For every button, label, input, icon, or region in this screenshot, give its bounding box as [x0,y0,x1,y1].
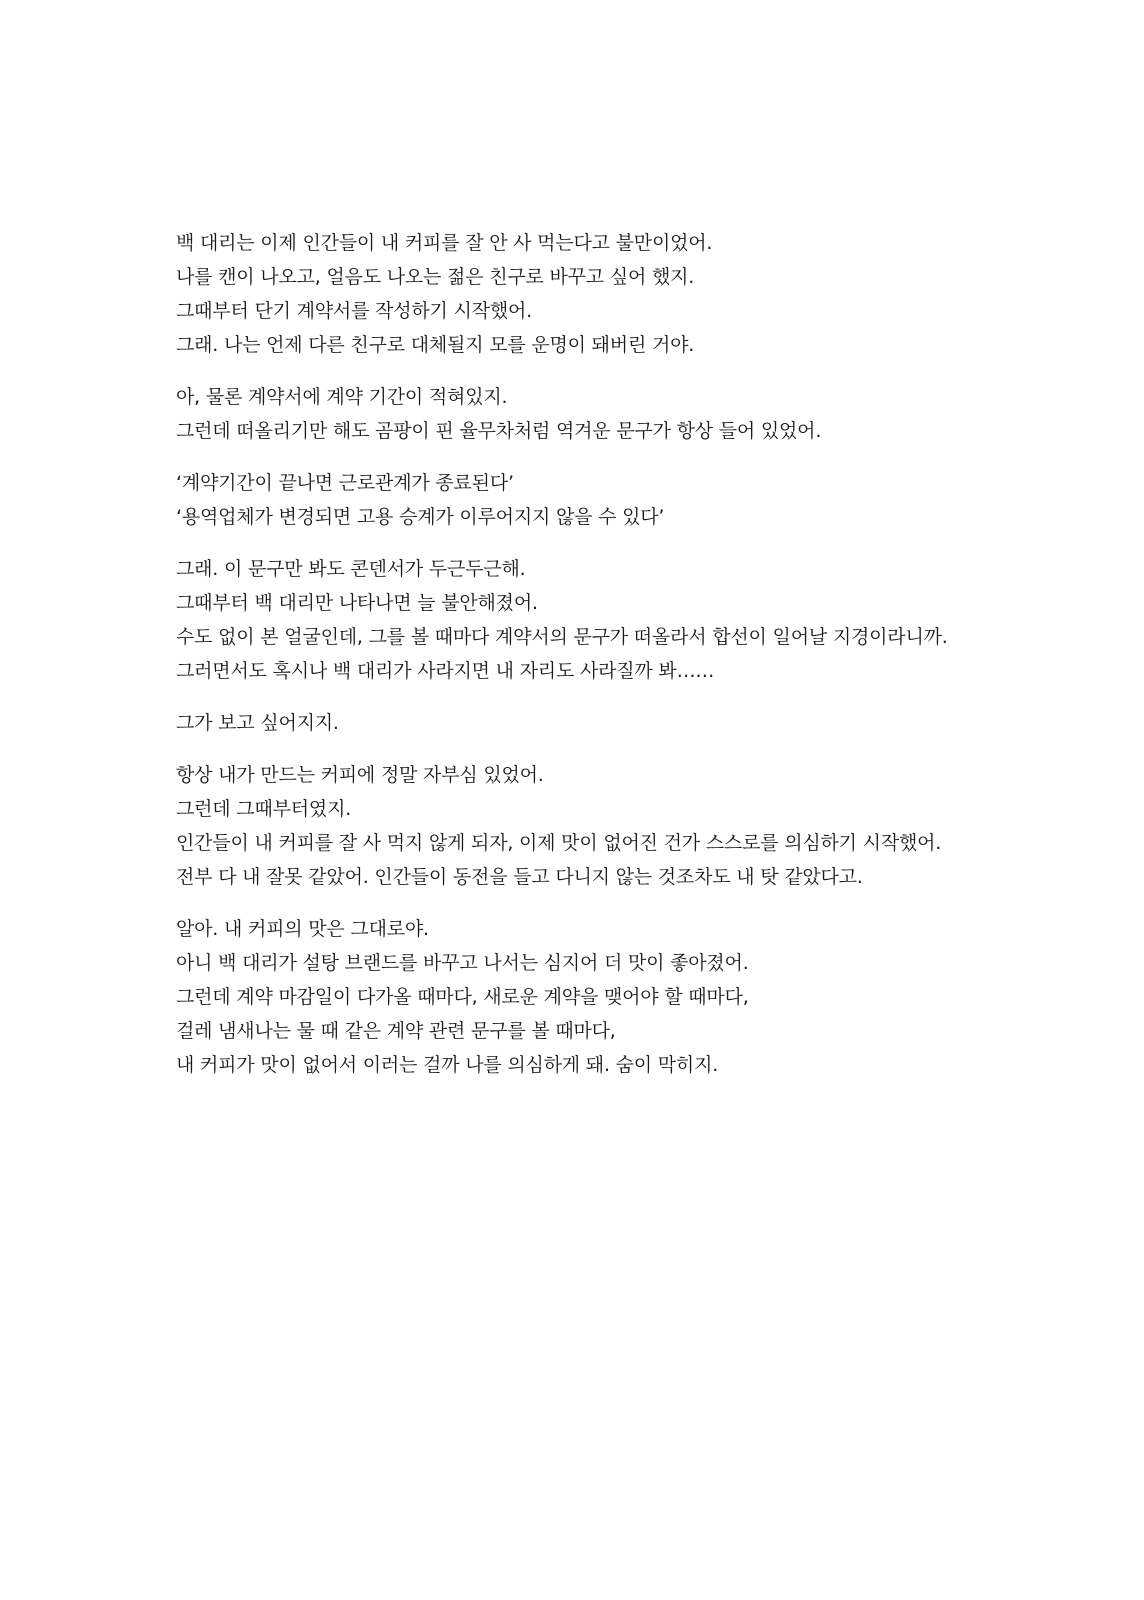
text-line: 그래. 나는 언제 다른 친구로 대체될지 모를 운명이 돼버린 거야. [176,334,695,356]
text-line: 걸레 냄새나는 물 때 같은 계약 관련 문구를 볼 때마다, [176,1020,616,1042]
text-line: 내 커피가 맛이 없어서 이러는 걸까 나를 의심하게 돼. 숨이 막히지. [176,1054,719,1076]
text-line: 그때부터 단기 계약서를 작성하기 시작했어. [176,300,532,322]
stanza [176,552,1076,688]
text-line: 그때부터 백 대리만 나타나면 늘 불안해졌어. [176,592,538,614]
stanza [176,912,1076,1082]
quoted-clause: ‘계약기간이 끝나면 근로관계가 종료된다’ [176,472,514,494]
text-line: 그러면서도 혹시나 백 대리가 사라지면 내 자리도 사라질까 봐…… [176,660,715,682]
quoted-clause: ‘용역업체가 변경되면 고용 승계가 이루어지지 않을 수 있다’ [176,506,665,528]
stanza [176,226,1076,362]
text-line: 그런데 떠올리기만 해도 곰팡이 핀 율무차처럼 역겨운 문구가 항상 들어 있었어. [176,420,822,442]
text-line: 전부 다 내 잘못 같았어. 인간들이 동전을 들고 다니지 않는 것조차도 내 탓 같았다고. [176,866,863,888]
stanza [176,758,1076,894]
text-line: 아, 물론 계약서에 계약 기간이 적혀있지. [176,386,508,408]
stanza [176,466,1076,534]
text-line: 항상 내가 만드는 커피에 정말 자부심 있었어. [176,764,544,786]
text-line: 그런데 그때부터였지. [176,798,352,820]
text-line: 그가 보고 싶어지지. [176,712,339,734]
text-line: 백 대리는 이제 인간들이 내 커피를 잘 안 사 먹는다고 불만이었어. [176,232,713,254]
text-line: 그런데 계약 마감일이 다가올 때마다, 새로운 계약을 맺어야 할 때마다, [176,986,749,1008]
stanza [176,706,1076,740]
text-line: 아니 백 대리가 설탕 브랜드를 바꾸고 나서는 심지어 더 맛이 좋아졌어. [176,952,749,974]
text-line: 알아. 내 커피의 맛은 그대로야. [176,918,429,940]
text-line: 나를 캔이 나오고, 얼음도 나오는 젊은 친구로 바꾸고 싶어 했지. [176,266,695,288]
body-text [176,226,1076,1082]
text-line: 그래. 이 문구만 봐도 콘덴서가 두근두근해. [176,558,526,580]
stanza [176,380,1076,448]
text-line: 인간들이 내 커피를 잘 사 먹지 않게 되자, 이제 맛이 없어진 건가 스스로를 의심하기 시작했어. [176,832,942,854]
text-line: 수도 없이 본 얼굴인데, 그를 볼 때마다 계약서의 문구가 떠올라서 합선이 일어날 지경이라니까. [176,626,948,648]
